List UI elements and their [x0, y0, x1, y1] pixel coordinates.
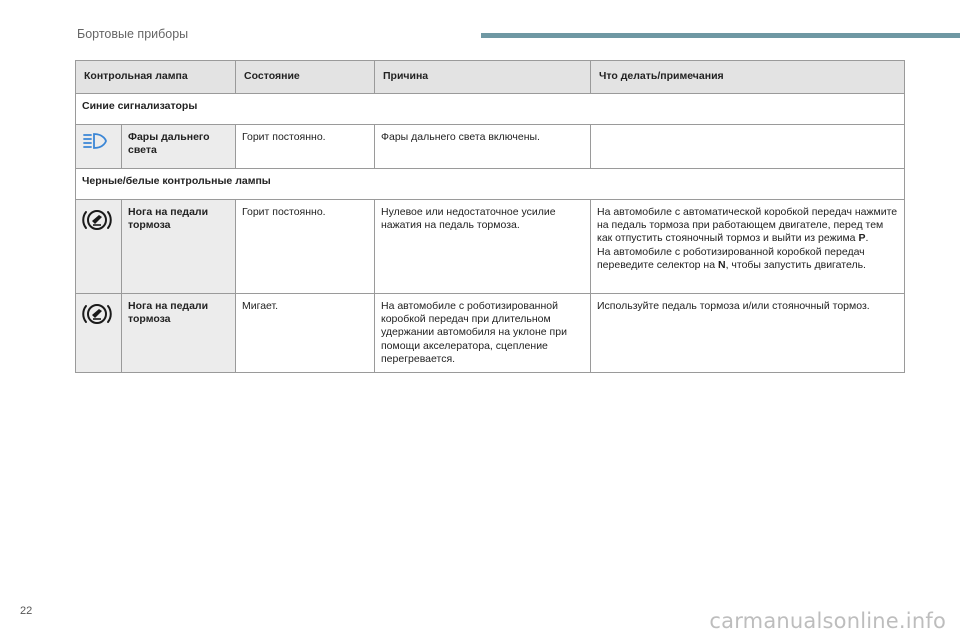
- watermark: carmanualsonline.info: [709, 609, 946, 633]
- lamp-icon-cell: [76, 294, 122, 373]
- lamp-action: Используйте педаль тормоза и/или стояночный тормоз.: [591, 294, 905, 373]
- mode-n-label: N: [717, 258, 726, 271]
- lamp-name: Фары дальнего света: [122, 125, 236, 169]
- group-row-black-white: [76, 169, 905, 200]
- column-header-lamp: Контрольная лампа: [76, 61, 236, 94]
- action-text: , чтобы запустить двигатель.: [725, 258, 866, 271]
- lamp-state: Мигает.: [236, 294, 375, 373]
- lamp-action: [591, 125, 905, 169]
- lamp-name: Нога на педали тормоза: [122, 294, 236, 373]
- foot-on-brake-icon: [82, 300, 112, 332]
- lamp-icon-cell: [76, 125, 122, 169]
- lamp-cause: На автомобиле с роботизированной коробкой передач при длительном удержании автомобиля на уклоне при помощи акселератора, сцепление перегревается.: [375, 294, 591, 373]
- table-header-row: [76, 61, 905, 94]
- group-row-blue: [76, 94, 905, 125]
- lamp-cause: Фары дальнего света включены.: [375, 125, 591, 169]
- table-row: [76, 200, 905, 294]
- high-beam-icon: [82, 131, 108, 155]
- column-header-state: Состояние: [236, 61, 375, 94]
- foot-on-brake-icon: [82, 206, 112, 238]
- page-number: 22: [20, 605, 33, 617]
- table-row: [76, 125, 905, 169]
- action-text: На автомобиле с роботизированной коробкой передач переведите селектор на: [597, 245, 865, 271]
- mode-p-label: P: [858, 232, 866, 245]
- column-header-action: Что делать/примечания: [591, 61, 905, 94]
- lamp-cause: Нулевое или недостаточное усилие нажатия на педаль тормоза.: [375, 200, 591, 294]
- warning-lamps-table: [75, 60, 905, 373]
- column-header-cause: Причина: [375, 61, 591, 94]
- group-title-black-white: Черные/белые контрольные лампы: [76, 169, 905, 200]
- lamp-state: Горит постоянно.: [236, 200, 375, 294]
- section-title: Бортовые приборы: [77, 27, 189, 41]
- table-row: [76, 294, 905, 373]
- action-text: .: [865, 232, 869, 245]
- lamp-action: [591, 200, 905, 294]
- lamp-state: Горит постоянно.: [236, 125, 375, 169]
- lamp-name: Нога на педали тормоза: [122, 200, 236, 294]
- lamp-icon-cell: [76, 200, 122, 294]
- action-text: На автомобиле с автоматической коробкой передач нажмите на педаль тормоза при работающем двигателе, перед тем как отпустить стояночный тормоз и выйти из режима: [597, 206, 898, 245]
- header-accent-bar: [481, 33, 960, 38]
- group-title-blue: Синие сигнализаторы: [76, 94, 905, 125]
